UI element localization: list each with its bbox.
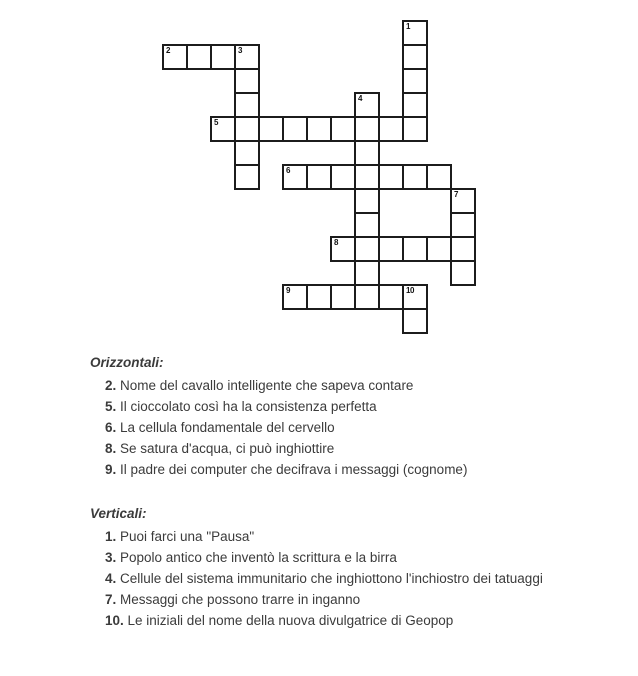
clue-text: Messaggi che possono trarre in inganno: [116, 592, 361, 607]
grid-cell[interactable]: [186, 44, 212, 70]
clue-number: 1.: [105, 529, 117, 544]
grid-cell[interactable]: [450, 260, 476, 286]
clue-text: La cellula fondamentale del cervello: [116, 420, 335, 435]
clue: [105, 568, 610, 589]
clue-text: Il padre dei computer che decifrava i messaggi (cognome): [116, 462, 468, 477]
grid-cell[interactable]: [354, 164, 380, 190]
clue: [105, 438, 610, 459]
clue-number: 2.: [105, 378, 117, 393]
grid-cell[interactable]: [234, 116, 260, 142]
clue: [105, 459, 610, 480]
grid-cell[interactable]: [402, 164, 428, 190]
grid-cell[interactable]: [282, 164, 308, 190]
grid-cell[interactable]: [234, 92, 260, 118]
grid-cell[interactable]: [354, 92, 380, 118]
cell-number: 1: [406, 22, 410, 31]
clue: [105, 589, 610, 610]
grid-cell[interactable]: [306, 164, 332, 190]
cell-number: 2: [166, 46, 170, 55]
cell-number: 4: [358, 94, 362, 103]
clue-text: Il cioccolato così ha la consistenza perfetta: [116, 399, 377, 414]
grid-cell[interactable]: [234, 68, 260, 94]
grid-cell[interactable]: [354, 212, 380, 238]
clue-text: Se satura d'acqua, ci può inghiottire: [116, 441, 335, 456]
grid-cell[interactable]: [306, 284, 332, 310]
clue: [105, 610, 610, 631]
cell-number: 8: [334, 238, 338, 247]
grid-cell[interactable]: [330, 236, 356, 262]
clue-text: Nome del cavallo intelligente che sapeva contare: [116, 378, 414, 393]
clue-number: 7.: [105, 592, 117, 607]
clue-number: 6.: [105, 420, 117, 435]
clue-number: 5.: [105, 399, 117, 414]
grid-cell[interactable]: [402, 116, 428, 142]
grid-cell[interactable]: [282, 116, 308, 142]
grid-cell[interactable]: [330, 284, 356, 310]
grid-cell[interactable]: [426, 236, 452, 262]
grid-cell[interactable]: [354, 140, 380, 166]
clue-text: Cellule del sistema immunitario che inghiottono l'inchiostro dei tatuaggi: [116, 571, 543, 586]
grid-cell[interactable]: [234, 44, 260, 70]
grid-cell[interactable]: [402, 20, 428, 46]
grid-cell[interactable]: [402, 68, 428, 94]
clues-across-section: [90, 352, 610, 480]
grid-cell[interactable]: [210, 44, 236, 70]
grid-cell[interactable]: [354, 260, 380, 286]
clue: [105, 417, 610, 438]
grid-cell[interactable]: [402, 44, 428, 70]
grid-cell[interactable]: [234, 140, 260, 166]
grid-cell[interactable]: [402, 308, 428, 334]
grid-cell[interactable]: [402, 236, 428, 262]
grid-cell[interactable]: [258, 116, 284, 142]
clue: [105, 375, 610, 396]
clue-text: Popolo antico che inventò la scrittura e la birra: [116, 550, 397, 565]
grid-cell[interactable]: [378, 284, 404, 310]
grid-cell[interactable]: [450, 236, 476, 262]
grid-cell[interactable]: [450, 188, 476, 214]
grid-cell[interactable]: [354, 236, 380, 262]
clue-panel: [90, 352, 610, 631]
cell-number: 6: [286, 166, 290, 175]
clue-number: 10.: [105, 613, 124, 628]
clue-list: [90, 526, 610, 631]
clue: [105, 547, 610, 568]
clue-text: Le iniziali del nome della nuova divulgatrice di Geopop: [123, 613, 454, 628]
down-heading: Verticali:: [90, 506, 147, 521]
grid-cell[interactable]: [330, 164, 356, 190]
clue: [105, 396, 610, 417]
cell-number: 9: [286, 286, 290, 295]
cell-number: 7: [454, 190, 458, 199]
cell-number: 3: [238, 46, 242, 55]
clue: [105, 526, 610, 547]
grid-cell[interactable]: [330, 116, 356, 142]
clue-list: [90, 375, 610, 480]
across-heading: Orizzontali:: [90, 355, 164, 370]
grid-cell[interactable]: [354, 284, 380, 310]
clue-number: 4.: [105, 571, 117, 586]
grid-cell[interactable]: [210, 116, 236, 142]
grid-cell[interactable]: [402, 92, 428, 118]
grid-cell[interactable]: [234, 164, 260, 190]
grid-cell[interactable]: [402, 284, 428, 310]
cell-number: 10: [406, 286, 414, 295]
clues-down-section: [90, 503, 610, 631]
clue-number: 9.: [105, 462, 117, 477]
grid-cell[interactable]: [306, 116, 332, 142]
clue-text: Puoi farci una "Pausa": [116, 529, 255, 544]
clue-number: 3.: [105, 550, 117, 565]
grid-cell[interactable]: [426, 164, 452, 190]
grid-cell[interactable]: [450, 212, 476, 238]
grid-cell[interactable]: [354, 116, 380, 142]
cell-number: 5: [214, 118, 218, 127]
grid-cell[interactable]: [378, 236, 404, 262]
grid-cell[interactable]: [378, 164, 404, 190]
grid-cell[interactable]: [162, 44, 188, 70]
grid-cell[interactable]: [282, 284, 308, 310]
clue-number: 8.: [105, 441, 117, 456]
grid-cell[interactable]: [354, 188, 380, 214]
grid-cell[interactable]: [378, 116, 404, 142]
crossword-grid: [162, 20, 502, 360]
